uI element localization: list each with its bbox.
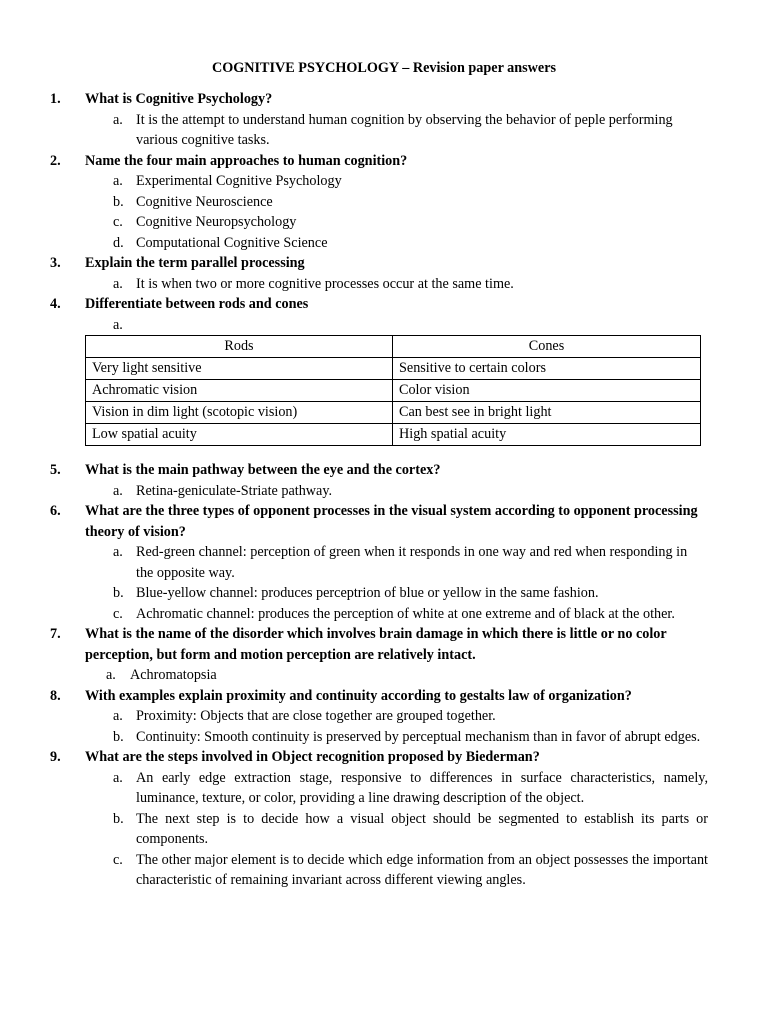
answer-letter: a. [113, 316, 123, 333]
question-9 [0, 747, 768, 768]
answer-6a [0, 542, 768, 583]
table-header-cell: Rods [86, 336, 393, 358]
question-number: 2. [50, 152, 61, 169]
question-1 [0, 89, 768, 110]
answer-text: Cognitive Neuroscience [136, 193, 273, 210]
question-text: What is the main pathway between the eye and the cortex? [85, 462, 441, 478]
answer-letter: c. [113, 851, 123, 868]
question-6 [0, 501, 768, 542]
answer-9b [0, 809, 768, 850]
table-header-row [86, 336, 701, 358]
answer-6b [0, 583, 768, 604]
answer-letter: a. [106, 667, 116, 683]
answer-3a [0, 274, 768, 295]
answer-1a [0, 110, 768, 151]
answer-letter: a. [113, 275, 123, 292]
question-number: 6. [50, 503, 61, 519]
question-list [0, 89, 768, 891]
question-number: 9. [50, 749, 61, 765]
answer-9a [0, 768, 768, 809]
answer-text: Experimental Cognitive Psychology [136, 173, 342, 189]
table-row [86, 380, 701, 402]
answer-text: It is the attempt to understand human cognition by observing the behavior of peple performing various cognitive tasks. [136, 111, 673, 148]
answer-text: Proximity: Objects that are close together are grouped together. [136, 708, 496, 724]
question-3 [0, 253, 768, 274]
page-title: COGNITIVE PSYCHOLOGY – Revision paper answers [211, 60, 557, 76]
question-7 [0, 624, 768, 665]
answer-6c [0, 604, 768, 625]
table-row [86, 402, 701, 424]
rods-cones-table [85, 335, 701, 446]
question-text: What is Cognitive Psychology? [85, 91, 273, 107]
answer-letter: a. [113, 482, 123, 499]
answer-letter: a. [113, 769, 123, 786]
table-cell: Achromatic vision [86, 380, 393, 402]
table-cell: Vision in dim light (scotopic vision) [86, 402, 393, 424]
question-text: Explain the term parallel processing [85, 255, 305, 271]
table-cell: Sensitive to certain colors [393, 358, 701, 380]
question-number: 4. [50, 296, 61, 312]
answer-text: It is when two or more cognitive processes occur at the same time. [136, 275, 514, 292]
table-header-cell: Cones [393, 336, 701, 358]
answer-4a [0, 315, 768, 336]
table-cell: High spatial acuity [393, 424, 701, 446]
answer-text: Cognitive Neuropsychology [136, 214, 297, 230]
question-text: What is the name of the disorder which involves brain damage in which there is little or no color perception, but form and motion perception are relatively intact. [85, 626, 667, 663]
answer-2d [0, 233, 768, 254]
question-number: 7. [50, 626, 61, 642]
answer-letter: a. [113, 708, 123, 724]
question-text: Name the four main approaches to human cognition? [85, 152, 408, 169]
question-8 [0, 686, 768, 707]
table-row [86, 358, 701, 380]
answer-letter: c. [113, 605, 123, 622]
answer-letter: a. [113, 111, 123, 128]
question-2 [0, 151, 768, 172]
table-row [86, 424, 701, 446]
answer-8b [0, 727, 768, 748]
answer-5a [0, 481, 768, 502]
answer-letter: b. [113, 193, 124, 210]
answer-text: Achromatopsia [130, 667, 217, 683]
question-5 [0, 460, 768, 481]
answer-text: The next step is to decide how a visual object should be segmented to establish its parts or components. [136, 810, 708, 847]
answer-text: Red-green channel: perception of green when it responds in one way and red when responding in the opposite way. [136, 544, 688, 581]
answer-text: Blue-yellow channel: produces perceptrion of blue or yellow in the same fashion. [136, 585, 599, 601]
answer-letter: b. [113, 585, 124, 601]
table-cell: Color vision [393, 380, 701, 402]
answer-text: Achromatic channel: produces the perception of white at one extreme and of black at the other. [136, 605, 675, 622]
answer-letter: b. [113, 728, 124, 745]
answer-letter: a. [113, 544, 123, 560]
answer-letter: a. [113, 173, 123, 189]
question-number: 8. [50, 687, 61, 704]
answer-text: Retina-geniculate-Striate pathway. [136, 482, 333, 499]
table-cell: Very light sensitive [86, 358, 393, 380]
answer-2b [0, 192, 768, 213]
answer-letter: b. [113, 810, 124, 827]
question-4 [0, 294, 768, 315]
answer-2c [0, 212, 768, 233]
answer-letter: d. [113, 234, 124, 251]
answer-letter: c. [113, 214, 123, 230]
answer-2a [0, 171, 768, 192]
answer-7a [0, 665, 768, 686]
table-cell: Can best see in bright light [393, 402, 701, 424]
answer-9c [0, 850, 768, 891]
question-text: What are the steps involved in Object recognition proposed by Biederman? [85, 749, 540, 765]
answer-text: An early edge extraction stage, responsive to differences in surface characteristics, namely, luminance, texture, or color, providing a line drawing description of the object. [136, 769, 708, 806]
answer-text: The other major element is to decide which edge information from an object possesses the important characteristic of remaining invariant across different viewing angles. [136, 851, 708, 888]
answer-text: Continuity: Smooth continuity is preserved by perceptual mechanism than in favor of abrupt edges. [136, 728, 701, 745]
question-number: 3. [50, 255, 61, 271]
question-number: 5. [50, 462, 61, 478]
table-cell: Low spatial acuity [86, 424, 393, 446]
question-text: With examples explain proximity and continuity according to gestalts law of organization? [85, 687, 632, 704]
question-text: What are the three types of opponent processes in the visual system according to opponent processing theory of vision? [85, 503, 698, 540]
answer-text: Computational Cognitive Science [136, 234, 328, 251]
answer-8a [0, 706, 768, 727]
question-number: 1. [50, 91, 61, 107]
question-text: Differentiate between rods and cones [85, 296, 309, 312]
